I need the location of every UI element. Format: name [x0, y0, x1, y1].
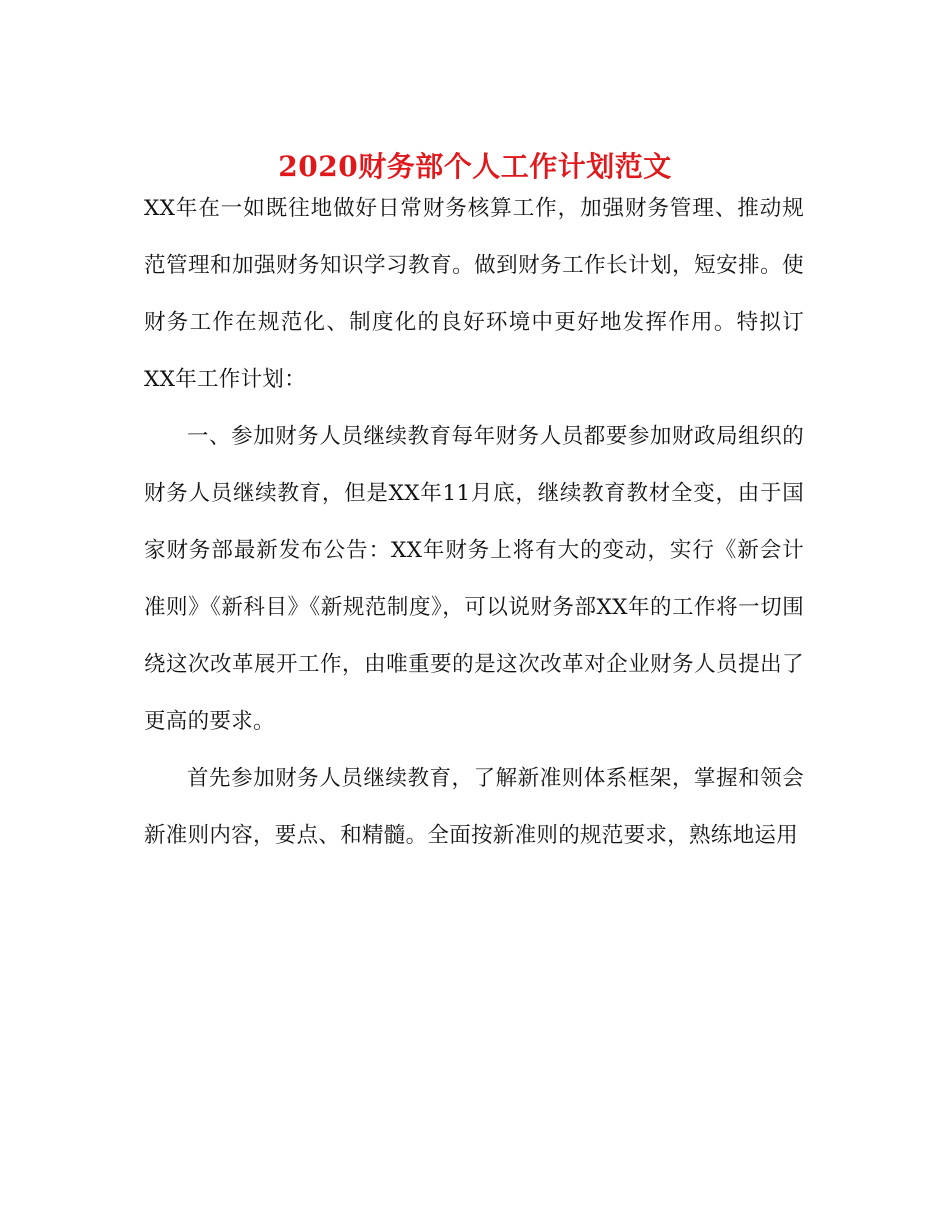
document-body [144, 180, 804, 864]
paragraph-intro: XX年在一如既往地做好日常财务核算工作，加强财务管理、推动规范管理和加强财务知识学习教育。做到财务工作长计划，短安排。使财务工作在规范化、制度化的良好环境中更好地发挥作用。特拟订XX年工作计划： [144, 196, 804, 392]
paragraph-continuing-education: 一、参加财务人员继续教育每年财务人员都要参加财政局组织的财务人员继续教育，但是XX年11月底，继续教育教材全变，由于国家财务部最新发布公告：XX年财务上将有大的变动，实行《新会计准则》《新科目》《新规范制度》，可以说财务部XX年的工作将一切围绕这次改革展开工作，由唯重要的是这次改革对企业财务人员提出了更高的要求。 [144, 424, 804, 734]
paragraph-first-step: 首先参加财务人员继续教育，了解新准则体系框架，掌握和领会新准则内容，要点、和精髓。全面按新准则的规范要求，熟练地运用 [144, 766, 804, 848]
document-title: 2020财务部个人工作计划范文 [278, 149, 672, 183]
